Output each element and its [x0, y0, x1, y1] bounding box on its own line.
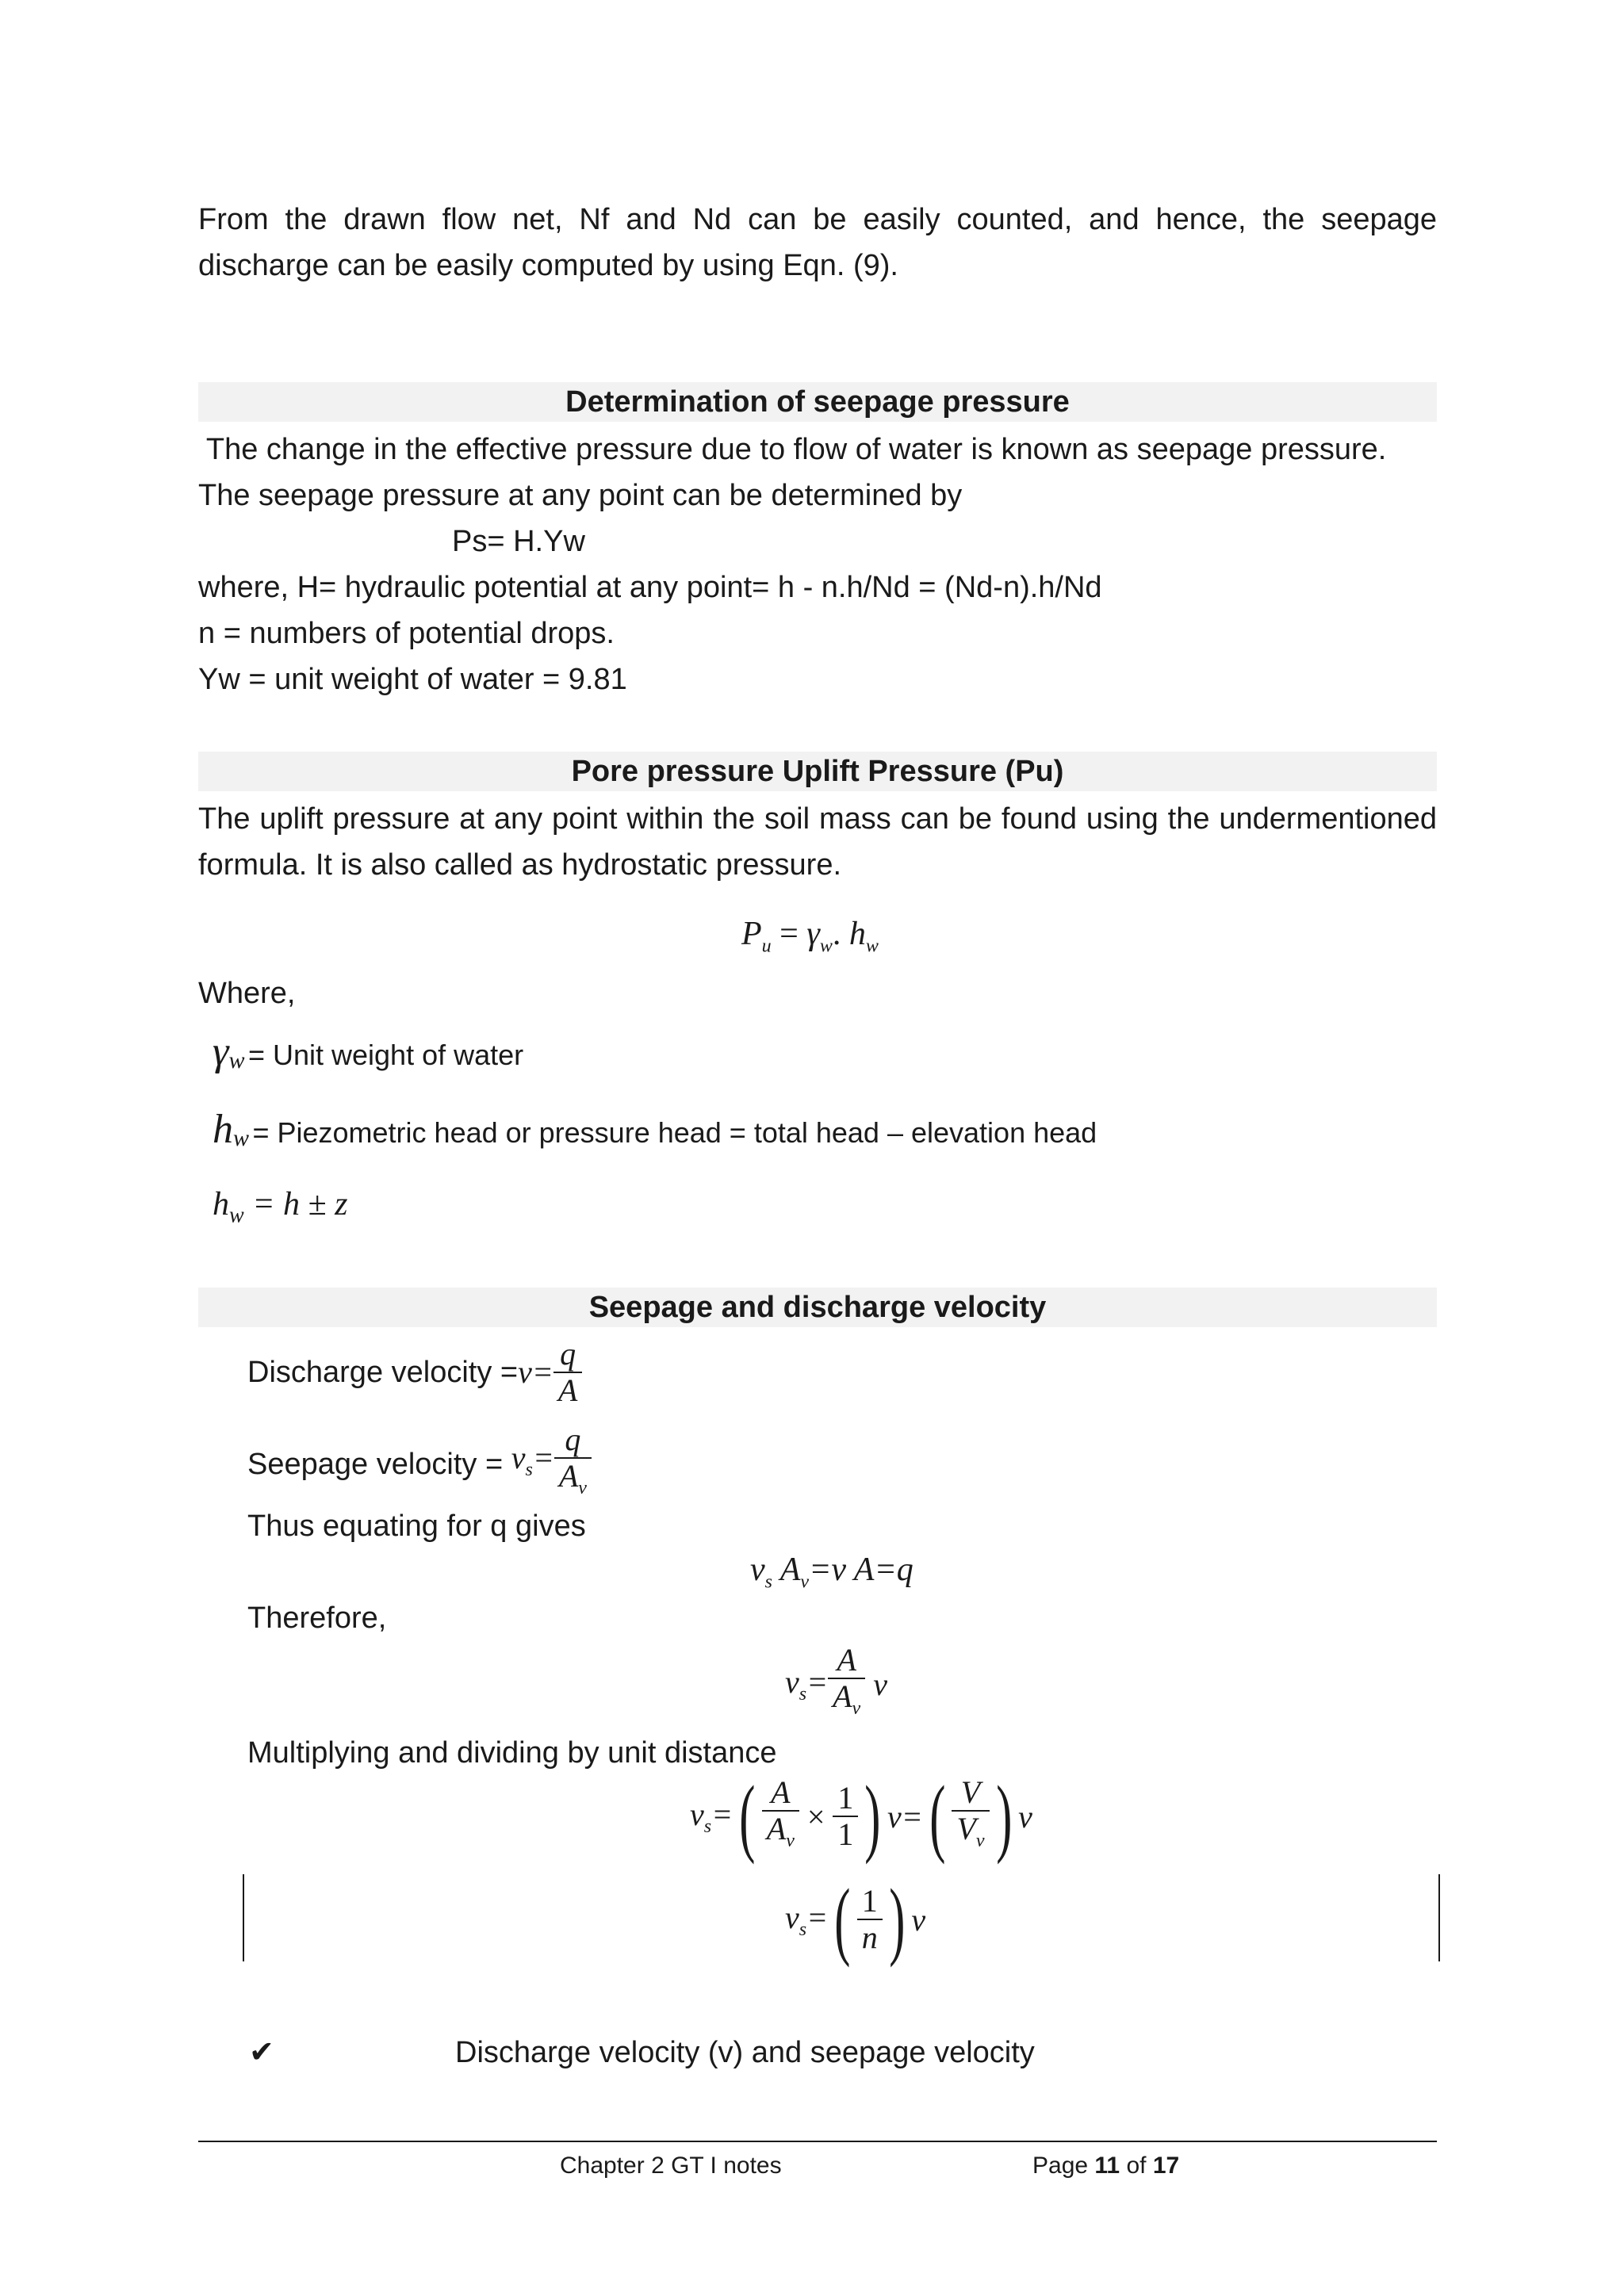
- uplift-line-1: The uplift pressure at any point within the soil mass can be found using the undermentioned: [198, 802, 1437, 836]
- footer-rule: [198, 2141, 1437, 2142]
- therefore-text: Therefore,: [247, 1601, 387, 1635]
- hydraulic-potential-definition: where, H= hydraulic potential at any point= h - n.h/Nd = (Nd-n).h/Nd: [198, 571, 1102, 604]
- uplift-line-2: formula. It is also called as hydrostatic pressure.: [198, 848, 842, 882]
- intro-line-1: From the drawn flow net, Nf and Nd can be easily counted, and hence, the seepage: [198, 203, 1437, 236]
- seepage-velocity-equation: Seepage velocity = $v_s=$ $\frac{q}{A_v}$: [247, 1422, 592, 1506]
- section-heading-seepage-velocity: Seepage and discharge velocity: [198, 1288, 1437, 1327]
- definition-h-w-piezometric: $h_w$ = Piezometric head or pressure head = total head – elevation head: [213, 1107, 1097, 1152]
- unit-weight-definition: Yw = unit weight of water = 9.81: [198, 663, 627, 696]
- porosity-equation: $v_s=$ ( $\frac{1}{n}$ ) v: [785, 1871, 926, 1968]
- section-heading-seepage-pressure: Determination of seepage pressure: [198, 382, 1437, 422]
- seepage-pressure-line-2: The seepage pressure at any point can be determined by: [198, 479, 963, 512]
- discharge-velocity-equation: Discharge velocity = v= $\frac{q}{A}$: [247, 1337, 582, 1408]
- multiplying-text: Multiplying and dividing by unit distance: [247, 1736, 777, 1770]
- seepage-pressure-formula: Ps= H.Yw: [452, 525, 585, 558]
- section-heading-uplift-pressure: Pore pressure Uplift Pressure (Pu): [198, 752, 1437, 791]
- seepage-pressure-line-1: The change in the effective pressure due to flow of water is known as seepage pressure.: [198, 433, 1387, 466]
- check-icon: ✔: [249, 2036, 274, 2069]
- where-label: Where,: [198, 977, 296, 1010]
- bullet-discharge-seepage: Discharge velocity (v) and seepage velocity: [455, 2036, 1035, 2069]
- intro-paragraph: [198, 197, 1437, 289]
- definition-gamma-w: $\gamma_w$ = Unit weight of water: [213, 1029, 524, 1074]
- footer-chapter: Chapter 2 GT I notes: [560, 2152, 782, 2179]
- intro-line-2: discharge can be easily computed by using Eqn. (9).: [198, 249, 898, 282]
- box-left-border: [243, 1874, 244, 1961]
- potential-drops-definition: n = numbers of potential drops.: [198, 617, 615, 650]
- seepage-velocity-ratio-equation: $v_s=$ $\frac{A}{A_v}$ v: [785, 1642, 887, 1719]
- footer-page-number: Page 11 of 17: [1032, 2152, 1180, 2179]
- uplift-pressure-formula: $P_u = \gamma_w$. $h_w$: [741, 916, 879, 957]
- continuity-equation: $v_s$ $A_v=v$ A=q: [750, 1552, 914, 1593]
- equating-text: Thus equating for q gives: [247, 1510, 586, 1543]
- definition-h-w-total: $h_w = h \pm z$: [213, 1186, 348, 1228]
- volume-ratio-equation: $v_s=$ ( $\frac{A}{A_v}$ × $\frac{1}{1}$ ) v= ( $\frac{V}{V_v}$ ) v: [690, 1768, 1032, 1865]
- box-right-border: [1438, 1874, 1440, 1961]
